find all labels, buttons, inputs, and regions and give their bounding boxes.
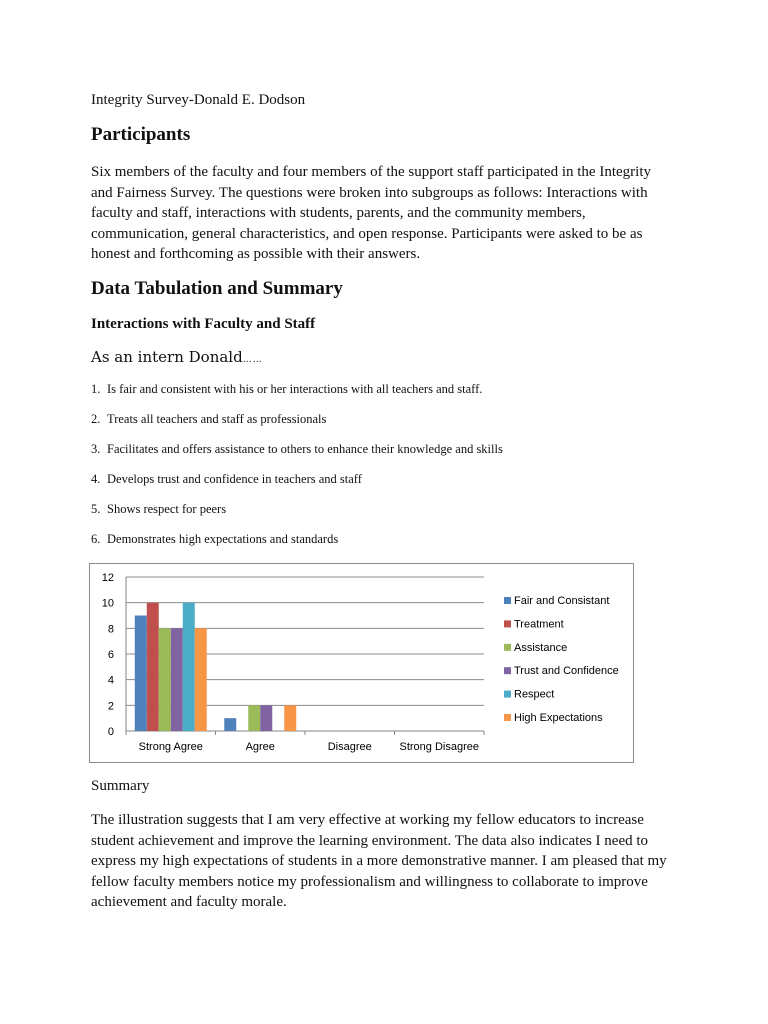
summary-line: fellow faculty members notice my professionalism and willingness to collaborate to improve <box>91 873 648 890</box>
legend-label: Trust and Confidence <box>514 665 619 678</box>
intro-text: As an intern Donald <box>91 348 243 366</box>
question-item <box>91 502 226 517</box>
legend-label: Assistance <box>514 641 568 654</box>
bar <box>159 628 171 731</box>
question-number: 3. <box>91 442 101 456</box>
bar <box>147 603 159 731</box>
legend-label: Fair and Consistant <box>514 595 610 607</box>
bar <box>260 705 272 731</box>
legend-label: High Expectations <box>514 712 603 724</box>
question-item <box>91 412 326 427</box>
question-text: Shows respect for peers <box>107 502 227 516</box>
bar-chart-svg <box>90 564 635 764</box>
data-tabulation-heading: Data Tabulation and Summary <box>91 278 343 299</box>
summary-line: The illustration suggests that I am very effective at working my fellow educators to increase <box>91 812 644 828</box>
summary-line: express my high expectations of students in a more demonstrative manner. I am pleased that my <box>91 853 667 870</box>
question-number: 5. <box>91 502 101 516</box>
question-number: 4. <box>91 472 101 486</box>
bar <box>224 718 236 731</box>
legend-swatch <box>504 714 511 721</box>
legend-swatch <box>504 644 511 651</box>
bar <box>195 628 207 731</box>
bar <box>183 603 195 731</box>
participants-line: honest and forthcoming as possible with their answers. <box>91 246 421 263</box>
bar <box>284 705 296 731</box>
summary-line: student achievement and improve the learning environment. The data also indicates I need to <box>91 832 649 849</box>
question-item <box>91 442 503 457</box>
y-tick-label: 0 <box>107 726 114 738</box>
x-tick-label: Strong Disagree <box>399 741 479 753</box>
y-tick-label: 12 <box>101 572 114 584</box>
question-text: Is fair and consistent with his or her interactions with all teachers and staff. <box>107 382 483 396</box>
x-tick-label: Agree <box>245 741 275 753</box>
y-tick-label: 2 <box>107 700 114 713</box>
participants-line: communication, general characteristics, and open response. Participants were asked to be as <box>91 225 643 242</box>
legend-swatch <box>504 691 511 698</box>
participants-line: and Fairness Survey. The questions were broken into subgroups as follows: Interactions with <box>91 184 648 201</box>
summary-paragraph <box>91 810 691 913</box>
intro-ellipsis: …… <box>242 355 263 365</box>
legend-label: Respect <box>514 688 555 701</box>
bar <box>135 616 147 732</box>
question-text: Facilitates and offers assistance to others to enhance their knowledge and skills <box>107 442 503 456</box>
legend-swatch <box>504 620 511 627</box>
legend-label: Treatment <box>514 618 564 631</box>
question-item <box>91 532 338 547</box>
bar <box>171 628 183 731</box>
summary-heading: Summary <box>91 778 150 794</box>
question-text: Treats all teachers and staff as professionals <box>107 412 327 426</box>
question-number: 1. <box>91 382 101 396</box>
participants-heading: Participants <box>91 124 191 145</box>
document-title: Integrity Survey-Donald E. Dodson <box>91 92 306 108</box>
participants-line: Six members of the faculty and four members of the support staff participated in the Integrity <box>91 164 651 180</box>
participants-paragraph <box>91 162 691 265</box>
y-tick-label: 6 <box>107 649 114 661</box>
legend-swatch <box>504 667 511 674</box>
bar-chart <box>89 563 634 763</box>
question-text: Demonstrates high expectations and standards <box>107 532 339 546</box>
interactions-subheading: Interactions with Faculty and Staff <box>91 316 316 332</box>
question-number: 6. <box>91 532 101 546</box>
question-number: 2. <box>91 412 101 426</box>
y-tick-label: 8 <box>107 623 114 636</box>
legend-swatch <box>504 597 511 604</box>
question-item <box>91 382 482 397</box>
question-text: Develops trust and confidence in teachers and staff <box>107 472 362 486</box>
bar <box>248 705 260 731</box>
participants-line: faculty and staff, interactions with students, parents, and the community members, <box>91 205 586 222</box>
question-item <box>91 472 362 487</box>
intro-line <box>91 348 263 366</box>
x-tick-label: Strong Agree <box>138 741 203 753</box>
summary-line: achievement and faculty morale. <box>91 894 287 911</box>
x-tick-label: Disagree <box>327 741 372 753</box>
y-tick-label: 10 <box>101 597 114 610</box>
y-tick-label: 4 <box>107 674 114 687</box>
